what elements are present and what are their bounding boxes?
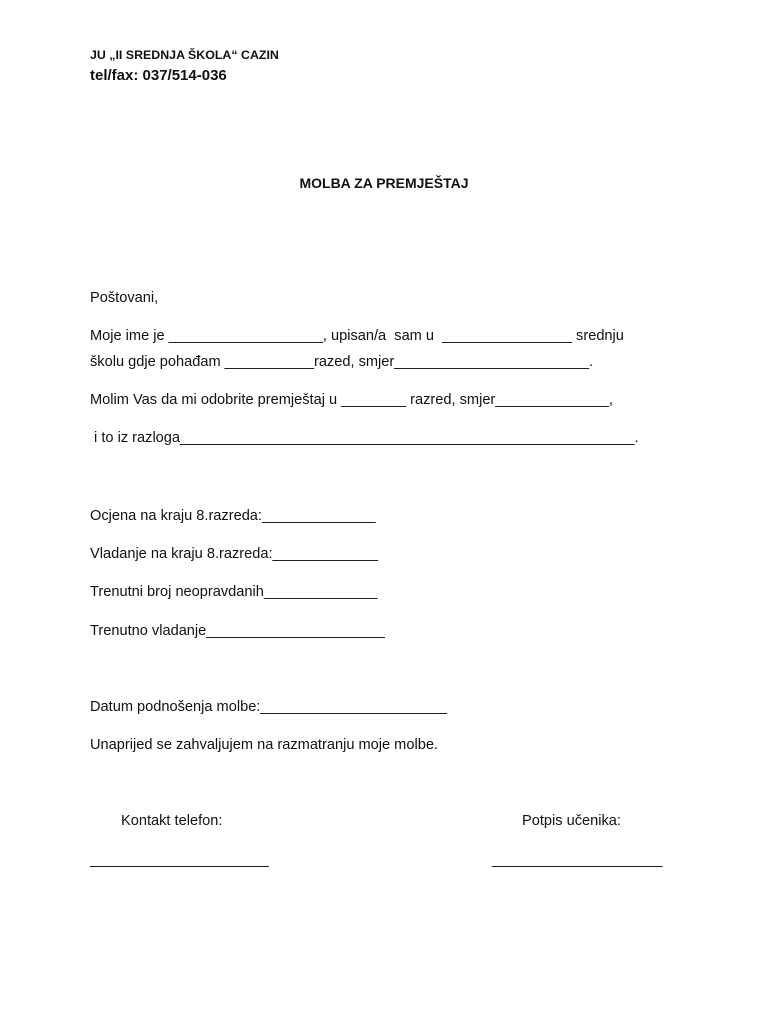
thanks-line: Unaprijed se zahvaljujem na razmatranju moje molbe. — [90, 737, 438, 753]
signature-label: Potpis učenika: — [522, 813, 621, 829]
contact-label: Kontakt telefon: — [121, 813, 223, 829]
field-grade-8: Ocjena na kraju 8.razreda:______________ — [90, 508, 376, 524]
date-field: Datum podnošenja molbe:_______________________ — [90, 699, 448, 715]
field-conduct-now: Trenutno vladanje______________________ — [90, 623, 385, 639]
body-line-transfer: Molim Vas da mi odobrite premještaj u ________ razred, smjer______________, — [90, 392, 613, 408]
tel-fax: tel/fax: 037/514-036 — [90, 67, 227, 84]
field-conduct-8: Vladanje na kraju 8.razreda:_____________ — [90, 546, 379, 562]
body-line-name: Moje ime je ___________________, upisan/a sam u ________________ srednju — [90, 328, 624, 344]
body-line-reason: i to iz razloga________________________________________________________. — [90, 430, 639, 446]
page-title: MOLBA ZA PREMJEŠTAJ — [299, 175, 469, 191]
school-name: JU „II SREDNJA ŠKOLA“ CAZIN — [90, 48, 279, 62]
greeting: Poštovani, — [90, 290, 159, 306]
field-unexcused: Trenutni broj neopravdanih______________ — [90, 584, 378, 600]
signature-line: _____________________ — [492, 852, 663, 868]
contact-line: ______________________ — [90, 852, 269, 868]
body-line-class: školu gdje pohađam ___________razed, smjer________________________. — [90, 354, 594, 370]
